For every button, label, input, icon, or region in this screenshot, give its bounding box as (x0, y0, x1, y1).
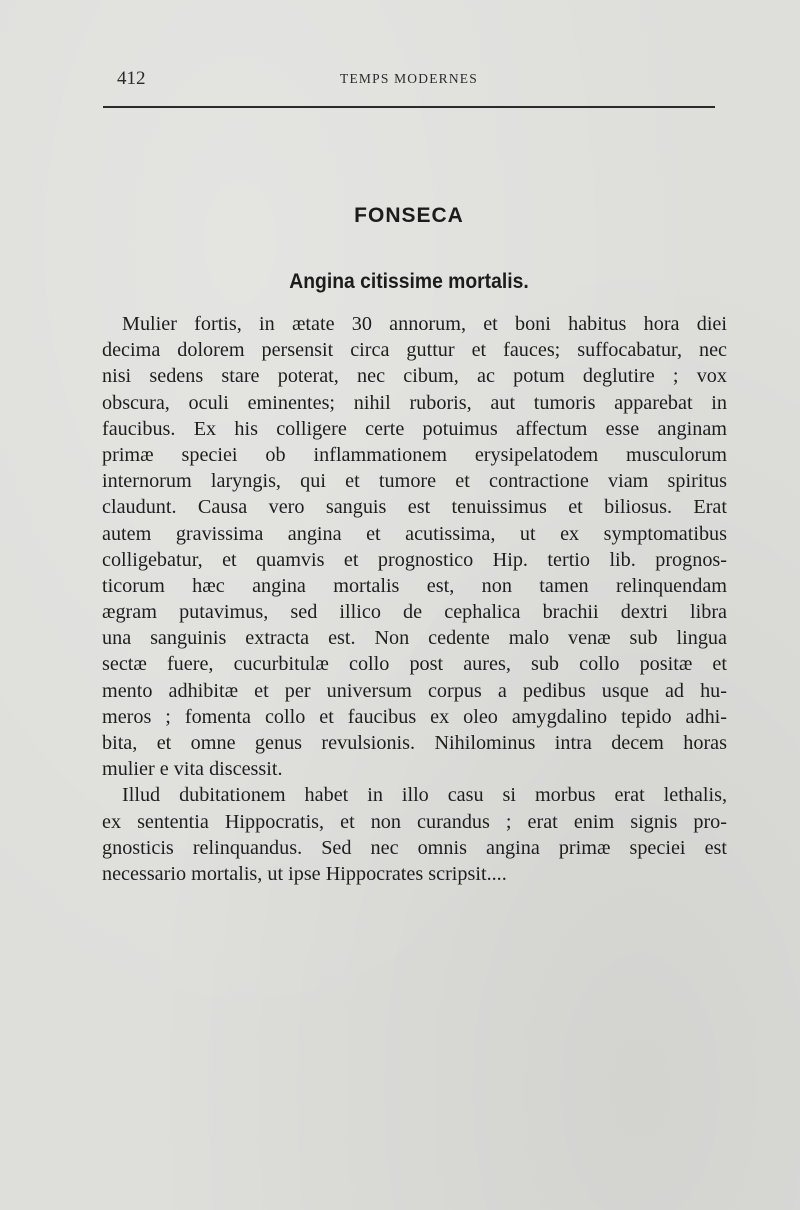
text-line: bita, et omne genus revulsionis. Nihilominus intra decem horas (102, 732, 727, 754)
text-line: Mulier fortis, in ætate 30 annorum, et boni habitus hora diei (122, 313, 727, 335)
paragraph-2 (102, 782, 727, 887)
text-line: sectæ fuere, cucurbitulæ collo post aures, sub collo positæ et (102, 653, 727, 676)
page-number: 412 (117, 68, 146, 89)
text-line: faucibus. Ex his colligere certe potuimus affectum esse anginam (102, 417, 727, 440)
text-line: internorum laryngis, qui et tumore et contractione viam spiritus (102, 470, 727, 493)
text-line: decima dolorem persensit circa guttur et fauces; suffocabatur, nec (102, 339, 727, 362)
text-line: necessario mortalis, ut ipse Hippocrates scripsit.... (102, 862, 507, 885)
text-line: ticorum hæc angina mortalis est, non tamen relinquendam (102, 574, 727, 597)
text-line: una sanguinis extracta est. Non cedente malo venæ sub lingua (102, 627, 727, 650)
text-line: primæ speciei ob inflammationem erysipelatodem musculorum (102, 443, 727, 466)
running-title: TEMPS MODERNES (340, 71, 478, 86)
text-line: colligebatur, et quamvis et prognostico Hip. tertio lib. prognos- (102, 548, 727, 571)
text-line: ex sententia Hippocratis, et non curandus ; erat enim signis pro- (102, 810, 727, 833)
text-line: meros ; fomenta collo et faucibus ex oleo amygdalino tepido adhi- (102, 705, 727, 728)
section-author-heading: FONSECA (354, 204, 464, 227)
text-line: Illud dubitationem habet in illo casu si morbus erat lethalis, (122, 784, 727, 807)
text-line: mento adhibitæ et per universum corpus a pedibus usque ad hu- (102, 679, 727, 702)
paragraph-1 (102, 311, 727, 782)
text-line: nisi sedens stare poterat, nec cibum, ac potum deglutire ; vox (102, 365, 727, 388)
running-head (103, 68, 715, 92)
header-rule (103, 106, 715, 108)
text-line: ægram putavimus, sed illico de cephalica brachii dextri libra (102, 601, 727, 624)
body-text (102, 311, 727, 887)
section-title: Angina citissime mortalis. (289, 270, 529, 293)
text-line: mulier e vita discessit. (102, 758, 283, 781)
text-line: claudunt. Causa vero sanguis est tenuissimus et biliosus. Erat (102, 496, 727, 519)
text-line: obscura, oculi eminentes; nihil ruboris, aut tumoris apparebat in (102, 391, 727, 414)
text-line: gnosticis relinquandus. Sed nec omnis angina primæ speciei est (102, 836, 727, 859)
text-line: autem gravissima angina et acutissima, ut ex symptomatibus (102, 522, 727, 545)
